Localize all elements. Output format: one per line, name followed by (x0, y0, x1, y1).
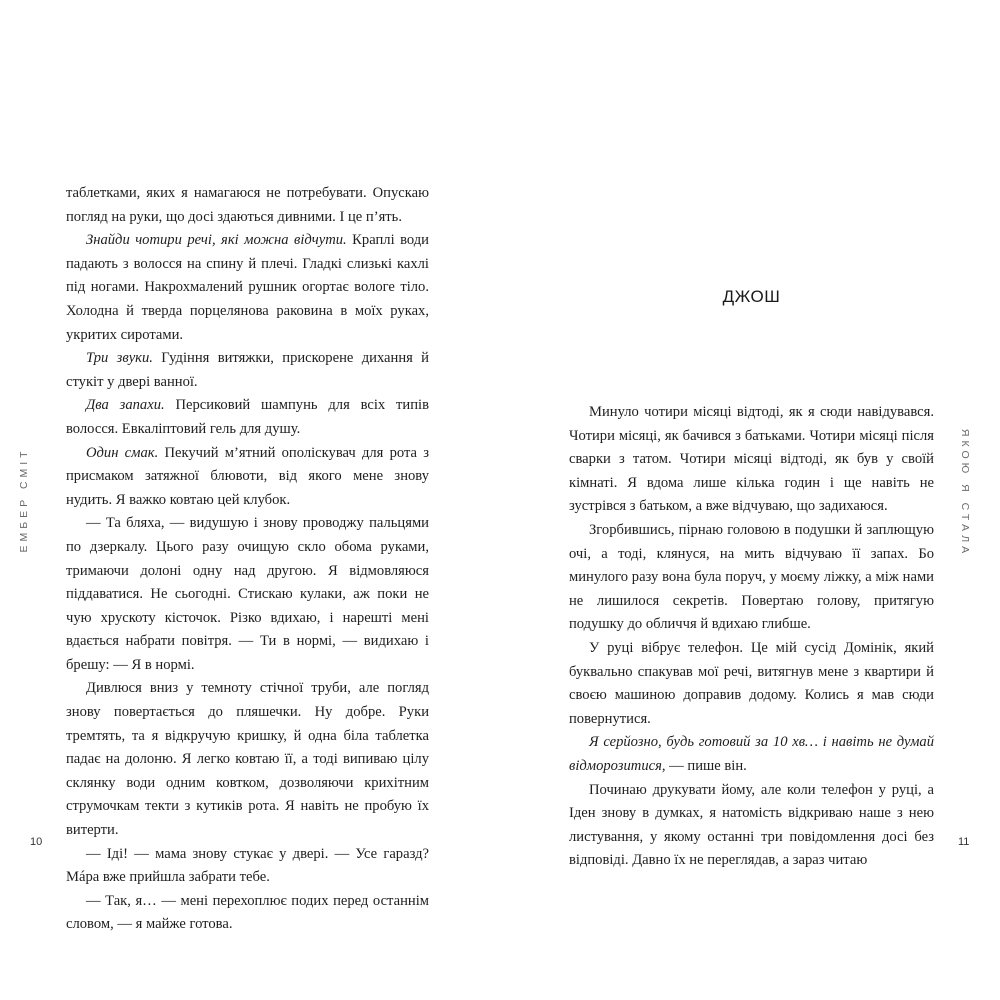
paragraph: — Та бляха, — видушую і знову проводжу пальцями по дзеркалу. Цього разу очищую скло обома руками, тримаючи долоні одну над другою. Я відмовляюся піддаватися. Не сьогодні. Стискаю кулаки, аж поки не чую хрускоту кісточок. Різко вдихаю, і нарешті мені вдається набрати повітря. — Ти в нормі, — видихаю і брешу: — Я в нормі. (66, 515, 429, 673)
left-page-text (66, 182, 429, 937)
paragraph: — Іді! — мама знову стукає у двері. — Усе гаразд? Мáра вже прийшла забрати тебе. (66, 845, 429, 886)
right-page-text (569, 401, 934, 873)
paragraph: таблетками, яких я намагаюся не потребувати. Опускаю погляд на руки, що досі здаються дивними. І це п’ять. (66, 185, 429, 225)
paragraph: Три звуки. Гудіння витяжки, прискорене дихання й стукіт у двері ванної. (66, 350, 429, 390)
paragraph: Минуло чотири місяці відтоді, як я сюди навідувався. Чотири місяці, як бачився з батьками. Чотири місяці після сварки з татом. Чотири місяці відтоді, як був у своїй кімнаті. Я вдома лише кілька годин і ще навіть не зустрівся з батьком, а вже відчуваю, що задихаюся. (569, 404, 934, 515)
paragraph: Один смак. Пекучий м’ятний ополіскувач для рота з присмаком затяжної блювоти, від якого мене знову нудить. Я важко ковтаю цей клубок. (66, 444, 430, 508)
running-head-author: ЕМБЕР СМІТ (18, 447, 30, 553)
paragraph: — Так, я… — мені перехоплює подих перед останнім словом, — я майже готова. (66, 892, 429, 933)
paragraph: Дивлюся вниз у темноту стічної труби, але погляд знову повертається до пляшечки. Ну добре. Руки тремтять, та я відкручую кришку, й одна біла таблетка падає на долоню. Я легко ковтаю її, а тоді випиваю цілу склянку води одним ковтком, дозволяючи крихітним струмочкам текти з кутиків рота. Я навіть не пробую їх витерти. (66, 680, 429, 839)
paragraph: У руці вібрує телефон. Це мій сусід Домінік, який буквально спакував мої речі, витягнув мене з квартири й своєю машиною доправив додому. Колись я мав сюди повернутися. (569, 639, 934, 727)
paragraph: Згорбившись, пірнаю головою в подушки й заплющую очі, а тоді, клянуся, на мить відчуваю її запах. Бо минулого разу вона була поруч, у моєму ліжку, а між нами не лишилося секретів. Повертаю голову, притягую подушку до обличчя й вдихаю глибше. (569, 521, 934, 633)
paragraph: Два запахи. Персиковий шампунь для всіх типів волосся. Евкаліптовий гель для душу. (66, 397, 429, 437)
paragraph: Знайди чотири речі, які можна відчути. Краплі води падають з волосся на спину й плечі. Гладкі слизькі кахлі під ногами. Накрохмалений рушник огортає вологе тіло. Холодна й тверда порцелянова раковина в моїх руках, укритих сиротами. (66, 232, 429, 343)
paragraph: Я серйозно, будь готовий за 10 хв… і навіть не думай відморозитися, — пише він. (569, 734, 934, 774)
paragraph: Починаю друкувати йому, але коли телефон у руці, а Іден знову в думках, я натомість відкриваю наше з нею листування, у якому останні три повідомлення досі без відповіді. Давно їх не переглядав, а зараз читаю (569, 781, 934, 869)
page-number-right: 11 (958, 836, 970, 848)
chapter-title: ДЖОШ (722, 287, 781, 306)
running-head-title: ЯКОЮ Я СТАЛА (959, 428, 971, 558)
page-number-left: 10 (30, 836, 43, 848)
